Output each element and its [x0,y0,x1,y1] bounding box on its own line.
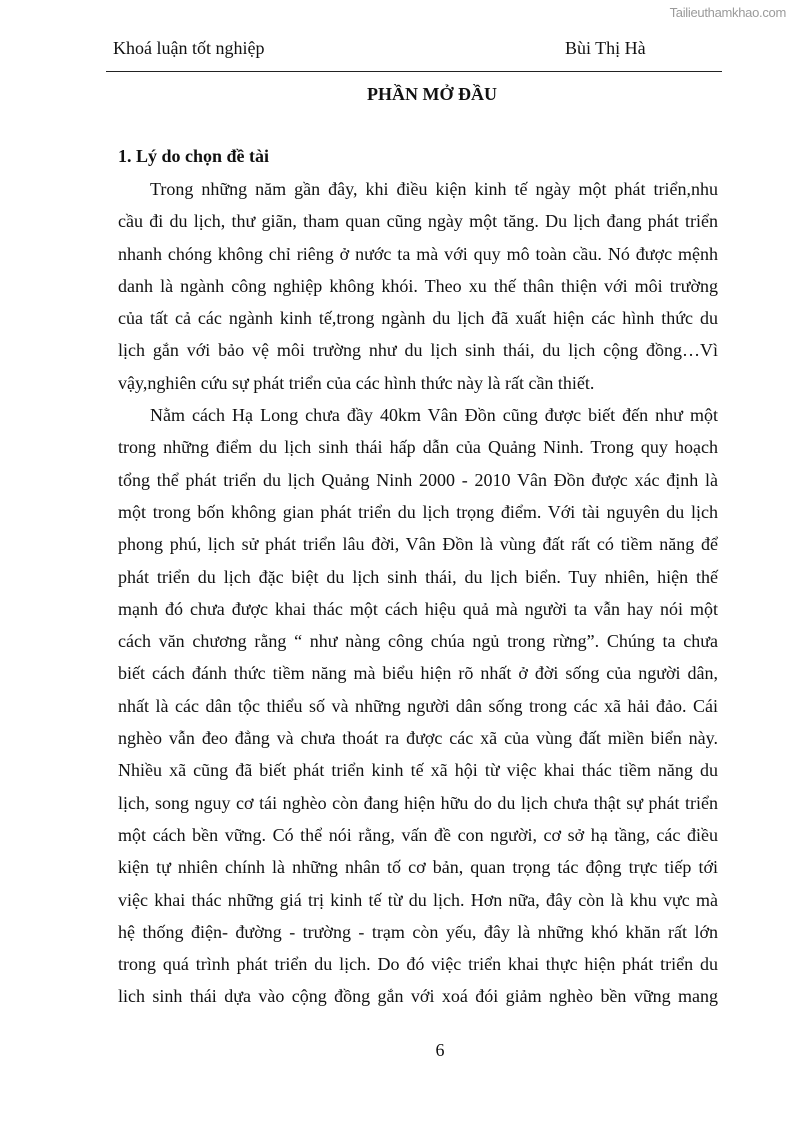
paragraph-line: hệ thống điện- đường - trường - trạm còn yếu, đây là những khó khăn rất lớn [118,921,718,942]
paragraph-line: một trong bốn không gian phát triển du lịch trọng điểm. Với tài nguyên du lịch [118,501,718,522]
header-divider [106,71,722,72]
paragraph-line: Nằm cách Hạ Long chưa đầy 40km Vân Đồn cũng được biết đến như một [150,405,718,426]
header-thesis-label: Khoá luận tốt nghiệp [113,38,265,58]
paragraph-line: danh là ngành công nghiệp không khói. Theo xu thế thân thiện với môi trường [118,275,718,296]
header-author: Bùi Thị Hà [565,38,646,58]
page-title: PHẦN MỞ ĐẦU [367,84,497,104]
paragraph-line: việc khai thác những giá trị kinh tế từ du lịch. Hơn nữa, đây còn là khu vực mà [118,889,718,910]
paragraph-line: trong quá trình phát triển du lịch. Do đó việc triển khai thực hiện phát triển du [118,954,718,975]
paragraph-line: phát triển du lịch đặc biệt du lịch sinh thái, du lịch biển. Tuy nhiên, hiện thế [118,566,718,587]
paragraph-line: Trong những năm gần đây, khi điều kiện kinh tế ngày một phát triển,nhu [150,179,718,199]
section-heading: 1. Lý do chọn đề tài [118,146,270,166]
paragraph-line: phong phú, lịch sử phát triển lâu đời, Vân Đồn là vùng đất rất có tiềm năng để [118,534,718,555]
watermark: Tailieuthamkhao.com [669,5,786,20]
paragraph [118,402,718,1016]
page-number: 6 [435,1040,445,1060]
paragraph-line: Nhiều xã cũng đã biết phát triển kinh tế xã hội từ việc khai thác tiềm năng du [118,760,718,781]
paragraph-line: kiện tự nhiên chính là những nhân tố cơ bản, quan trọng tác động trực tiếp tới [118,857,718,878]
paragraph-line: tổng thể phát triển du lịch Quảng Ninh 2000 - 2010 Vân Đồn được xác định là [118,469,718,490]
paragraph-line: một cách bền vững. Có thể nói rằng, vấn đề con người, cơ sở hạ tầng, các điều [118,824,718,845]
paragraph-line: vậy,nghiên cứu sự phát triển của các hình thức này là rất cần thiết. [118,372,595,393]
paragraph-line: lich sinh thái dựa vào cộng đồng gắn với xoá đói giảm nghèo bền vững mang [118,986,718,1007]
paragraph-line: biết cách đánh thức tiềm năng mà biểu hiện rõ nhất ở đời sống của người dân, [118,663,718,684]
paragraph [118,176,718,402]
paragraph-line: nhất là các dân tộc thiểu số và những người dân sống trong các xã hải đảo. Cái [118,695,718,716]
paragraph-line: mạnh đó chưa được khai thác một cách hiệu quả mà người ta vẫn hay nói một [118,598,718,619]
paragraph-line: cách văn chương rằng “ như nàng công chúa ngủ trong rừng”. Chúng ta chưa [118,631,718,652]
paragraph-line: nghèo vẫn đeo đẳng và chưa thoát ra được các xã của vùng đất miền biển này. [118,728,718,749]
paragraph-line: của tất cả các ngành kinh tế,trong ngành du lịch đã xuất hiện các hình thức du [118,308,718,329]
paragraph-line: lịch gắn với bảo vệ môi trường như du lịch sinh thái, du lịch cộng đồng…Vì [118,340,718,361]
paragraph-line: nhanh chóng không chỉ riêng ở nước ta mà với quy mô toàn cầu. Nó được mệnh [118,243,718,264]
paragraph-line: trong những điểm du lịch sinh thái hấp dẫn của Quảng Ninh. Trong quy hoạch [118,437,718,458]
body-text [118,176,718,1016]
paragraph-line: cầu đi du lịch, thư giãn, tham quan cũng ngày một tăng. Du lịch đang phát triển [118,211,718,232]
paragraph-line: lịch, song nguy cơ tái nghèo còn đang hiện hữu do du lịch chưa thật sự phát triển [118,792,718,813]
